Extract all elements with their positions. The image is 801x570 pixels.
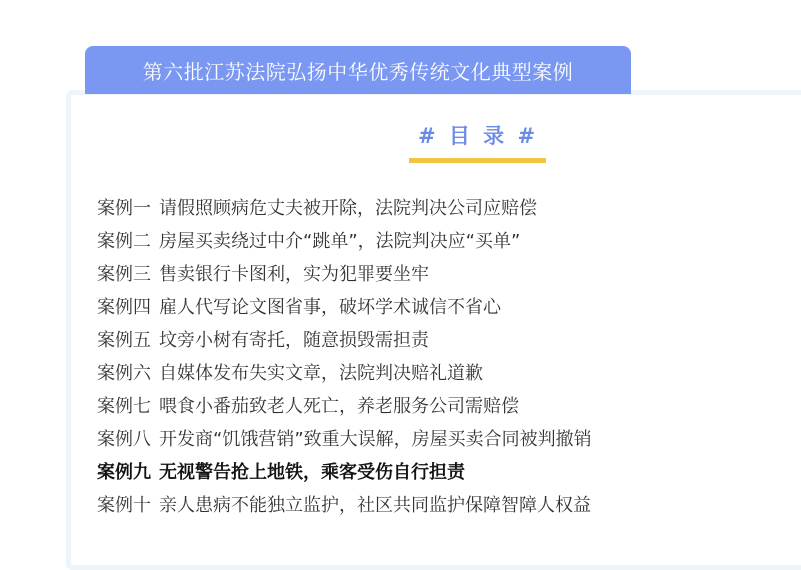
toc-item-2[interactable] — [97, 225, 592, 258]
toc-item-9[interactable] — [97, 456, 592, 489]
toc-item-3[interactable] — [97, 258, 592, 291]
toc-underline — [409, 158, 546, 163]
case-title: 开发商“饥饿营销”致重大误解，房屋买卖合同被判撤销 — [159, 429, 592, 450]
case-number: 案例四 — [97, 297, 151, 318]
toc-item-4[interactable] — [97, 291, 592, 324]
case-title: 房屋买卖绕过中介“跳单”，法院判决应“买单” — [159, 231, 521, 252]
case-number: 案例三 — [97, 264, 151, 285]
header-banner — [85, 46, 631, 94]
case-title: 喂食小番茄致老人死亡，养老服务公司需赔偿 — [159, 396, 519, 417]
toc-item-10[interactable] — [97, 489, 592, 522]
case-number: 案例二 — [97, 231, 151, 252]
case-number: 案例一 — [97, 198, 151, 219]
case-title: 自媒体发布失实文章，法院判决赔礼道歉 — [159, 363, 483, 384]
case-number: 案例五 — [97, 330, 151, 351]
toc-item-8[interactable] — [97, 423, 592, 456]
case-title: 坟旁小树有寄托，随意损毁需担责 — [159, 330, 429, 351]
header-title: 第六批江苏法院弘扬中华优秀传统文化典型案例 — [142, 59, 574, 84]
case-number: 案例八 — [97, 429, 151, 450]
case-title: 售卖银行卡图利，实为犯罪要坐牢 — [159, 264, 429, 285]
case-number: 案例六 — [97, 363, 151, 384]
case-title: 请假照顾病危丈夫被开除，法院判决公司应赔偿 — [159, 198, 537, 219]
toc-item-6[interactable] — [97, 357, 592, 390]
case-number: 案例十 — [97, 495, 151, 516]
toc-item-1[interactable] — [97, 192, 592, 225]
case-title: 雇人代写论文图省事，破坏学术诚信不省心 — [159, 297, 501, 318]
case-title: 亲人患病不能独立监护，社区共同监护保障智障人权益 — [159, 495, 591, 516]
toc-item-7[interactable] — [97, 390, 592, 423]
toc-item-5[interactable] — [97, 324, 592, 357]
case-number: 案例九 — [97, 462, 151, 483]
case-title: 无视警告抢上地铁，乘客受伤自行担责 — [159, 462, 465, 483]
toc-list — [97, 192, 592, 522]
case-number: 案例七 — [97, 396, 151, 417]
toc-title: # 目 录 # — [417, 124, 539, 148]
